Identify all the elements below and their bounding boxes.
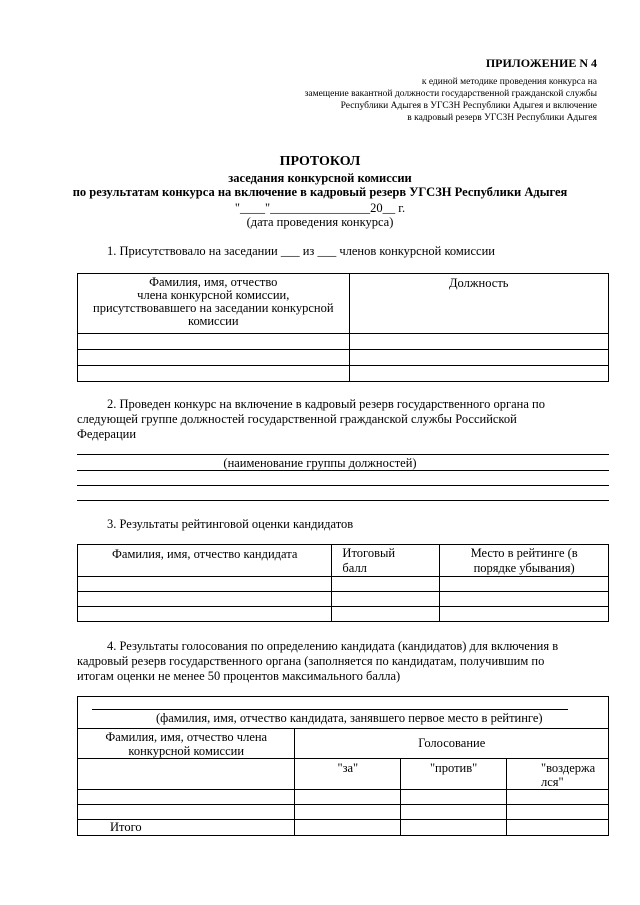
fill-line	[77, 485, 609, 486]
table-cell	[78, 592, 332, 607]
section-4-line-2: кадровый резерв государственного органа (заполняется по кандидатам, получившим по	[77, 654, 545, 668]
section-2-caption: (наименование группы должностей)	[223, 456, 417, 470]
appendix-line-2: замещение вакантной должности государственной гражданской службы	[304, 89, 597, 99]
section-4-line-1: 4. Результаты голосования по определению кандидата (кандидатов) для включения в	[107, 639, 559, 653]
section-2-line-3: Федерации	[77, 427, 137, 441]
table-cell	[78, 805, 295, 820]
table-cell	[507, 805, 609, 820]
protocol-subtitle-2: по результатам конкурса на включение в кадровый резерв УГСЗН Республики Адыгея	[72, 185, 568, 199]
vote-for-header: "за"	[295, 759, 401, 790]
table-cell	[78, 350, 350, 366]
section-1-text: 1. Присутствовало на заседании ___ из ___ членов конкурсной комиссии	[107, 244, 495, 258]
fill-line	[77, 500, 609, 501]
table-cell	[78, 790, 295, 805]
candidate-caption: (фамилия, имя, отчество кандидата, занявшего первое место в рейтинге)	[156, 711, 543, 725]
fill-line	[77, 454, 609, 455]
appendix-line-4: в кадровый резерв УГСЗН Республики Адыгея	[407, 113, 597, 123]
voting-header-member: Фамилия, имя, отчество члена конкурсной комиссии	[78, 729, 295, 759]
appendix-line-3: Республики Адыгея в УГСЗН Республики Адыгея и включение	[340, 101, 597, 111]
table-cell	[295, 820, 401, 836]
table-cell	[295, 790, 401, 805]
appendix-line-1: к единой методике проведения конкурса на	[421, 77, 597, 87]
table-cell	[295, 805, 401, 820]
table-cell	[332, 592, 440, 607]
table-cell	[332, 577, 440, 592]
voting-header: Голосование	[295, 729, 609, 759]
candidate-fill-line	[92, 709, 568, 710]
rating-table	[77, 544, 609, 622]
section-2-line-2: следующей группе должностей государственной гражданской службы Российской	[77, 412, 517, 426]
table-cell	[440, 607, 609, 622]
attendance-header-name: Фамилия, имя, отчество члена конкурсной комиссии, присутствовавшего на заседании конкурсной комиссии	[78, 274, 350, 334]
table-cell	[401, 820, 507, 836]
attendance-header-position: Должность	[349, 274, 608, 334]
rating-header-score: Итоговый балл	[332, 545, 440, 577]
table-cell	[78, 334, 350, 350]
section-3-text: 3. Результаты рейтинговой оценки кандидатов	[107, 517, 354, 531]
section-4-line-3: итогам оценки не менее 50 процентов максимального балла)	[77, 669, 401, 683]
date-line: "____"________________20__ г.	[234, 201, 406, 215]
table-cell	[401, 805, 507, 820]
table-cell	[440, 592, 609, 607]
table-cell	[332, 607, 440, 622]
voting-table	[77, 696, 609, 836]
rating-header-name: Фамилия, имя, отчество кандидата	[78, 545, 332, 577]
appendix-title: ПРИЛОЖЕНИЕ N 4	[485, 56, 597, 70]
table-cell	[401, 790, 507, 805]
table-cell	[507, 820, 609, 836]
table-cell	[349, 334, 608, 350]
vote-against-header: "против"	[401, 759, 507, 790]
protocol-subtitle-1: заседания конкурсной комиссии	[228, 171, 412, 185]
table-cell	[440, 577, 609, 592]
table-cell	[78, 607, 332, 622]
protocol-title: ПРОТОКОЛ	[279, 154, 361, 169]
fill-line	[77, 470, 609, 471]
table-cell	[507, 790, 609, 805]
candidate-cell	[78, 697, 609, 729]
table-cell	[349, 350, 608, 366]
date-caption: (дата проведения конкурса)	[246, 215, 394, 229]
table-cell	[78, 577, 332, 592]
table-cell	[78, 366, 350, 382]
total-label: Итого	[78, 820, 295, 836]
rating-header-place: Место в рейтинге (в порядке убывания)	[440, 545, 609, 577]
table-cell	[349, 366, 608, 382]
section-2-line-1: 2. Проведен конкурс на включение в кадровый резерв государственного органа по	[107, 397, 545, 411]
attendance-table	[77, 273, 609, 382]
table-cell	[78, 759, 295, 790]
vote-abstain-header: "воздержа лся"	[507, 759, 609, 790]
